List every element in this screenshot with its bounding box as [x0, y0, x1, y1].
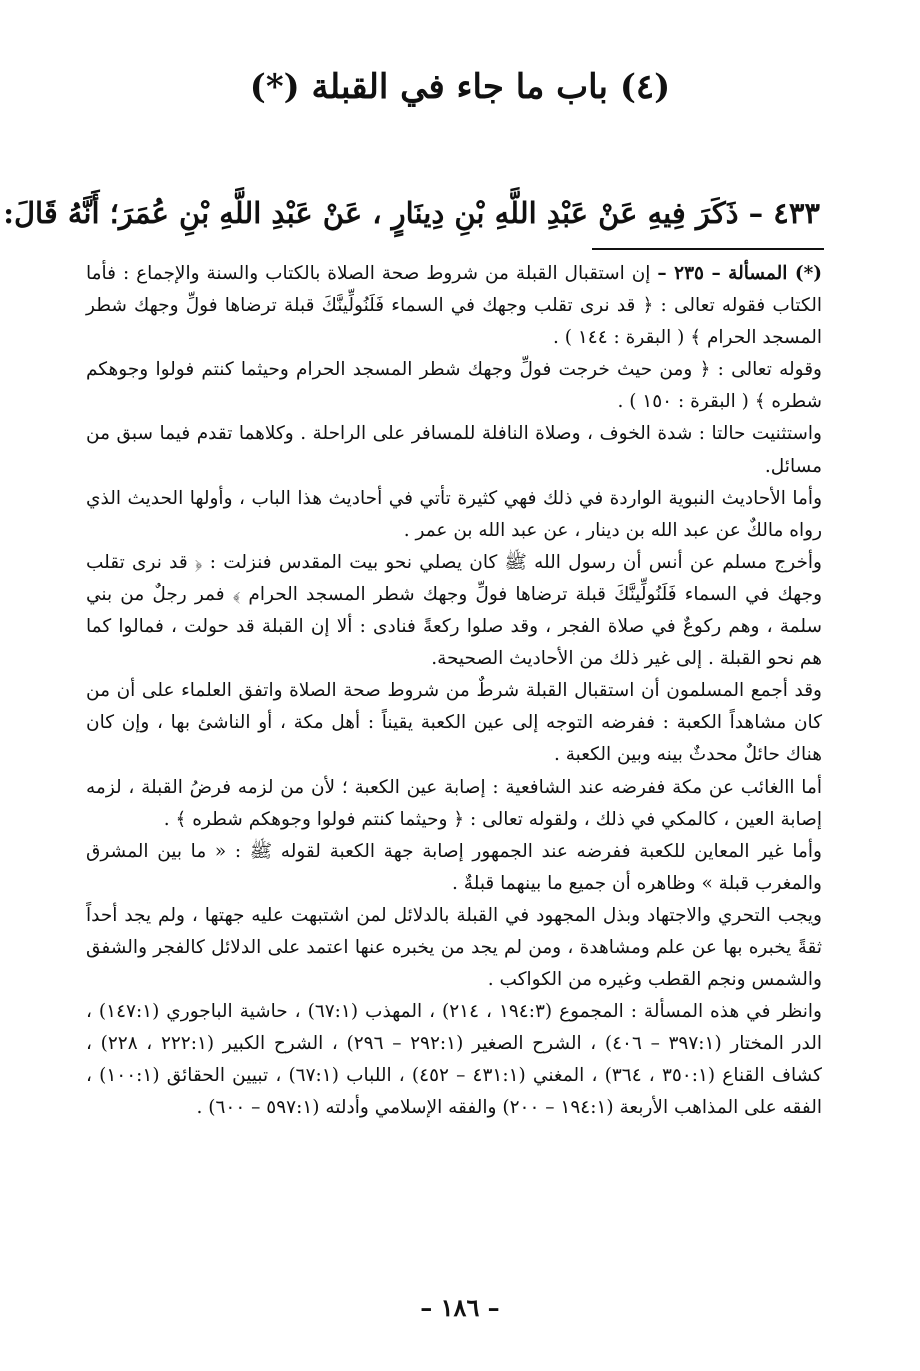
footnote-text: إن استقبال القبلة من شروط صحة الصلاة بالكتاب والسنة والإجماع : فأما الكتاب فقوله تعالى : ﴿ قد نرى تقلب وجهك في السماء فَلَنُولِّينَّكَ قبلة ترضاها فولِّ وجهك شطر المسجد الحرام ﴾ ( البقرة : ١٤٤ ) .: [86, 263, 822, 349]
footnote-paragraph: وانظر في هذه المسألة : المجموع (١٩٤:٣ ، ٢١٤) ، المهذب (٦٧:١) ، حاشية الباجوري (١٤٧:١) ، الدر المختار (٣٩٧:١ – ٤٠٦) ، الشرح الصغير (٢٩٢:١ – ٢٩٦) ، الشرح الكبير (٢٢٢:١ ، ٢٢٨) ، كشاف القناع (٣٥٠:١ ، ٣٦٤) ، المغني (٤٣١:١ – ٤٥٢) ، اللباب (٦٧:١) ، تبيين الحقائق (١٠٠:١) ، الفقه على المذاهب الأربعة (١٩٤:١ – ٢٠٠) والفقه الإسلامي وأدلته (٥٩٧:١ – ٦٠٠) .: [86, 1001, 822, 1119]
footnote-marker: (*) المسألة – ٢٣٥ –: [657, 263, 823, 284]
footnote-divider: [592, 248, 824, 250]
footnote-paragraph: ويجب التحري والاجتهاد وبذل المجهود في القبلة بالدلائل لمن اشتبهت عليه جهتها ، ولم يجد أحداً ثقةً يخبره بها عن علم ومشاهدة ، ومن لم يجد من يخبره عنها اعتمد على الدلائل كالفجر والشفق والشمس ونجم القطب وغيره من الكواكب .: [86, 904, 822, 991]
footnote-paragraph: واستثنيت حالتا : شدة الخوف ، وصلاة النافلة للمسافر على الراحلة . وكلاهما تقدم فيما سبق من مسائل.: [86, 423, 822, 477]
footnote-block: [86, 258, 822, 1125]
footnote-paragraph: وقد أجمع المسلمون أن استقبال القبلة شرطٌ من شروط صحة الصلاة واتفق العلماء على أن من كان مشاهداً الكعبة : ففرضه التوجه إلى عين الكعبة يقيناً : أهل مكة ، أو الناشئ بها ، وإن كان هناك حائلٌ محدثٌ بينه وبين الكعبة .: [86, 680, 822, 766]
chapter-title: (٤) باب ما جاء في القبلة (*): [249, 67, 671, 107]
hadith-text: ٤٣٣ – ذَكَرَ فِيهِ عَنْ عَبْدِ اللَّهِ بْنِ دِينَارٍ ، عَنْ عَبْدِ اللَّهِ بْنِ عُمَرَ؛ أَنَّهُ قَالَ:: [3, 196, 820, 230]
page-number: – ١٨٦ –: [420, 1293, 500, 1322]
footnote-paragraph: وقوله تعالى : ﴿ ومن حيث خرجت فولِّ وجهك شطر المسجد الحرام وحيثما كنتم فولوا وجوهكم شطره ﴾ ( البقرة : ١٥٠ ) .: [86, 359, 822, 413]
footnote-paragraph: وأخرج مسلم عن أنس أن رسول الله ﷺ كان يصلي نحو بيت المقدس فنزلت : ﴿ قد نرى تقلب وجهك في السماء فَلَنُولِّينَّكَ قبلة ترضاها فولِّ وجهك شطر المسجد الحرام ﴾ فمر رجلٌ من بني سلمة ، وهم ركوعٌ في صلاة الفجر ، وقد صلوا ركعةً فنادى : ألا إن القبلة قد حولت ، فمالوا كما هم نحو القبلة . إلى غير ذلك من الأحاديث الصحيحة.: [86, 551, 822, 670]
footnote-paragraph: أما االغائب عن مكة ففرضه عند الشافعية : إصابة عين الكعبة ؛ لأن من لزمه فرضُ القبلة ، لزمه إصابة العين ، كالمكي في ذلك ، ولقوله تعالى : ﴿ وحيثما كنتم فولوا وجوهكم شطره ﴾ .: [86, 776, 822, 830]
footnote-paragraph: وأما غير المعاين للكعبة ففرضه عند الجمهور إصابة جهة الكعبة لقوله ﷺ : « ما بين المشرق والمغرب قبلة » وظاهره أن جميع ما بينهما قبلةٌ .: [86, 840, 822, 894]
footnote-paragraph: [86, 258, 822, 354]
footnote-paragraph: وأما الأحاديث النبوية الواردة في ذلك فهي كثيرة تأتي في أحاديث هذا الباب ، وأولها الحديث الذي رواه مالكٌ عن عبد الله بن دينار ، عن عبد الله بن عمر .: [86, 487, 822, 541]
